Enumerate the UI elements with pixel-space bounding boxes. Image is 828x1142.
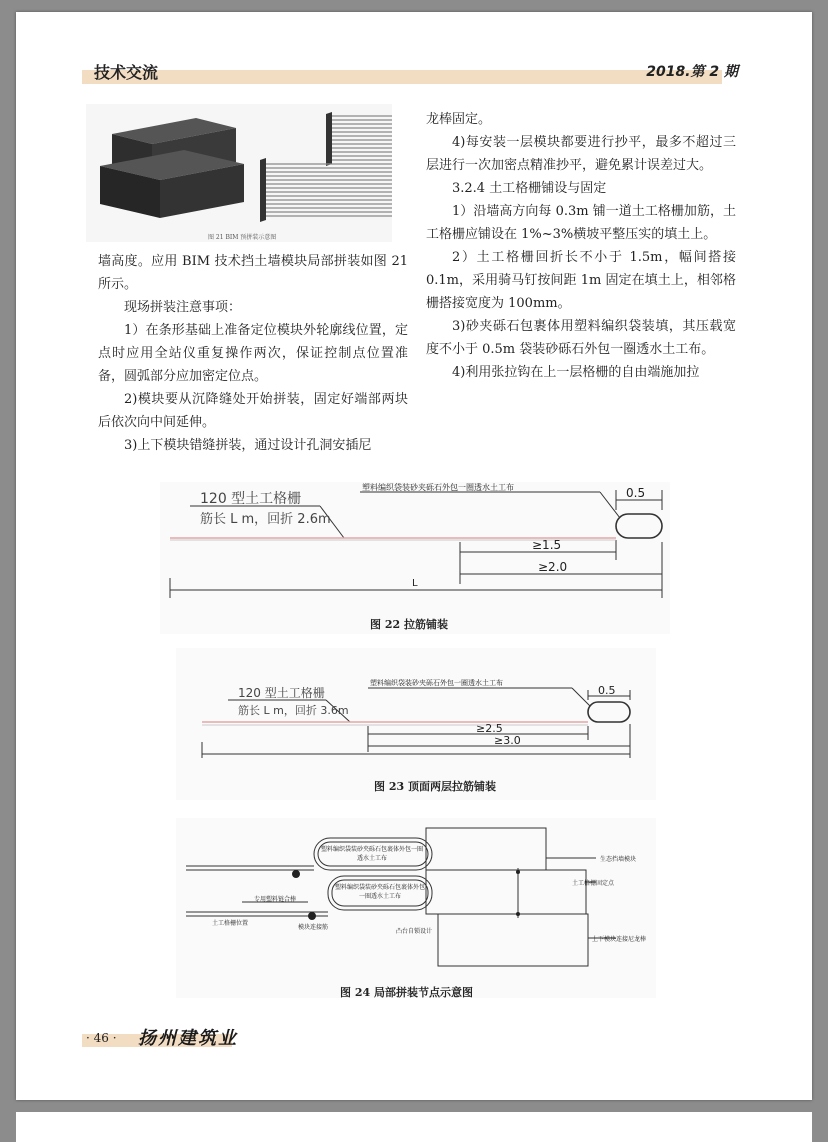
dim-0-5: 0.5 [598, 684, 616, 697]
figure-22-caption: 图 22 拉筋铺装 [370, 618, 448, 631]
paragraph: 龙棒固定。 [426, 112, 492, 127]
fix-point [516, 870, 520, 874]
paragraph: 4)每安装一层模块都要进行抄平，最多不超过三层进行一次加密点精准抄平，避免累计误差过大。 [426, 135, 736, 173]
paragraph: 2)模块要从沉降缝处开始拼装，固定好端部两块后依次向中间延伸。 [98, 392, 408, 430]
label-fix-point: 土工格栅固定点 [572, 880, 615, 887]
label-connector: 专用塑料链合棒 [254, 896, 297, 903]
figure-21 [86, 104, 392, 242]
label-geogrid-type: 120 型土工格栅 [200, 491, 302, 507]
label-sandbag: 塑料编织袋装砂夹砾石外包一圈透水土工布 [370, 679, 503, 687]
paragraph: 墙高度。应用 BIM 技术挡土墙模块局部拼装如图 21 所示。 [98, 254, 408, 292]
figure-24 [176, 818, 656, 998]
figure-23 [176, 648, 656, 800]
connector-dot [292, 870, 300, 878]
dim-3-0: ≥3.0 [494, 734, 521, 747]
fix-point [516, 912, 520, 916]
label-eco-module: 生态挡墙模块 [600, 856, 637, 863]
label-sandbag-upper: 塑料编织袋装砂夹砾石包裹体外包一圈透水土工布 [320, 846, 423, 862]
eco-module-top [426, 828, 546, 870]
subsection-heading: 3.2.4 土工格栅铺设与固定 [452, 181, 607, 196]
eco-module-bottom [438, 914, 588, 966]
next-page-edge [16, 1112, 812, 1142]
header-bar [82, 70, 722, 84]
stepped-plates [260, 112, 392, 222]
figure-24-caption: 图 24 局部拼装节点示意图 [340, 986, 473, 999]
dim-1-5: ≥1.5 [532, 538, 562, 552]
eco-module-mid [426, 870, 586, 914]
figure-21-caption: 图 21 BIM 预拼装示意图 [208, 234, 277, 241]
dim-2-0: ≥2.0 [538, 560, 568, 574]
page-number: · 46 · [86, 1031, 117, 1045]
label-joint-bar: 模块连接筋 [298, 924, 329, 931]
label-sandbag-lower: 塑料编织袋装砂夹砾石包裹体外包一圈透水土工布 [334, 884, 425, 900]
sandbag-wrap [616, 514, 662, 538]
dim-2-5: ≥2.5 [476, 722, 503, 735]
leader-line [600, 492, 620, 518]
sandbag-wrap [588, 702, 630, 722]
paragraph: 1）沿墙高方向每 0.3m 铺一道土工格栅加筋，土工格栅应铺设在 1%~3%横坡平整压实的填土上。 [426, 204, 736, 242]
paragraph: 2）土工格栅回折长不小于 1.5m，幅间搭接 0.1m，采用骑马钉按间距 1m 固定在填土上，相邻格栅搭接宽度为 100mm。 [426, 250, 736, 311]
label-rebar-length: 筋长 L m，回折 2.6m [200, 512, 331, 527]
leader-line [572, 688, 590, 706]
paragraph: 现场拼装注意事项： [124, 300, 242, 315]
right-column [426, 108, 736, 384]
header-issue: 2018.第 2 期 [646, 64, 738, 80]
dim-0-5: 0.5 [626, 486, 646, 500]
label-geogrid-type: 120 型土工格栅 [238, 686, 325, 700]
label-nylon-rod: 上下模块连接尼龙棒 [592, 936, 647, 943]
label-sandbag: 塑料编织袋装砂夹砾石外包一圈透水土工布 [362, 483, 514, 492]
paragraph: 3)上下模块错缝拼装，通过设计孔洞安插尼 [124, 438, 372, 453]
left-column [98, 250, 408, 457]
label-geogrid-position: 土工格栅位置 [212, 920, 249, 927]
paragraph: 1）在条形基础上准备定位模块外轮廓线位置，定点时应用全站仪重复操作两次，保证控制点位置准备，圆弧部分应加密定位点。 [98, 323, 408, 384]
label-boss-lock: 凸台自锁设计 [396, 928, 433, 935]
figure-21-drawing [86, 104, 392, 242]
label-rebar-length: 筋长 L m，回折 3.6m [238, 704, 349, 717]
figure-22 [160, 482, 670, 634]
paragraph: 4)利用张拉钩在上一层格栅的自由端施加拉 [452, 365, 700, 380]
paragraph: 3)砂夹砾石包裹体用塑料编织袋装填，其压载宽度不小于 0.5m 袋装砂砾石外包一圈透水土工布。 [426, 319, 736, 357]
header-section: 技术交流 [94, 63, 159, 82]
journal-logo: 扬州建筑业 [138, 1028, 238, 1049]
figure-23-caption: 图 23 顶面两层拉筋铺装 [374, 780, 496, 793]
connector-dot [308, 912, 316, 920]
dim-L: L [412, 578, 418, 589]
